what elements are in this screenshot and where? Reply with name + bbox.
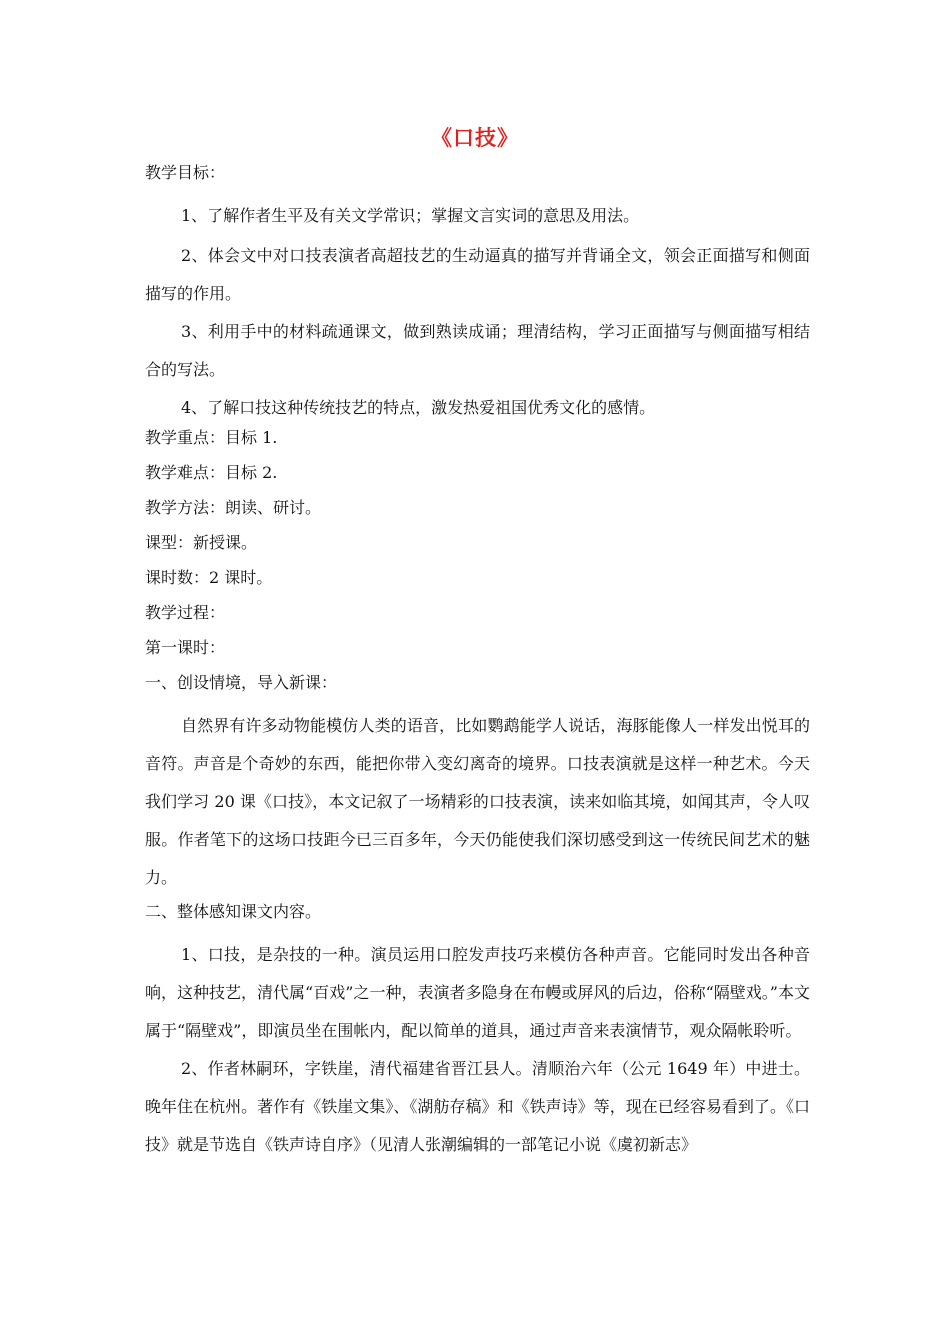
document-body xyxy=(145,162,810,1164)
objective-item: 4、了解口技这种传统技艺的特点，激发热爱祖国优秀文化的感情。 xyxy=(181,398,656,417)
document-title: 《口技》 xyxy=(431,125,519,150)
difficulty: 教学难点：目标 2. xyxy=(145,463,278,482)
objective-item: 3、利用手中的材料疏通课文，做到熟读成诵；理清结构，学习正面描写与侧面描写相结合的写法。 xyxy=(145,322,810,379)
section1-heading: 一、创设情境，导入新课： xyxy=(145,673,338,692)
section2-item: 1、口技，是杂技的一种。演员运用口腔发声技巧来模仿各种声音。它能同时发出各种音响，这种技艺，清代属“百戏”之一种，表演者多隐身在布幔或屏风的后边，俗称“隔壁戏。”本文属于“隔壁戏”，即演员坐在围帐内，配以简单的道具，通过声音来表演情节，观众隔帐聆听。 xyxy=(145,945,810,1040)
section2-heading: 二、整体感知课文内容。 xyxy=(145,902,322,921)
process-heading: 教学过程： xyxy=(145,603,226,622)
section1-paragraph: 自然界有许多动物能模仿人类的语音，比如鹦鹉能学人说话，海豚能像人一样发出悦耳的音符。声音是个奇妙的东西，能把你带入变幻离奇的境界。口技表演就是这样一种艺术。今天我们学习 20 课《口技》，本文记叙了一场精彩的口技表演，读来如临其境，如闻其声，令人叹服。作者笔下的这场口技距今已三百多年，今天仍能使我们深切感受到这一传统民间艺术的魅力。 xyxy=(145,716,810,887)
objective-item: 2、体会文中对口技表演者高超技艺的生动逼真的描写并背诵全文，领会正面描写和侧面描写的作用。 xyxy=(145,246,810,303)
section2-item: 2、作者林嗣环，字铁崖，清代福建省晋江县人。清顺治六年（公元 1649 年）中进士。晚年住在杭州。著作有《铁崖文集》、《湖舫存稿》和《铁声诗》等，现在已经容易看到了。《口技》就是节选自《铁声诗自序》（见清人张潮编辑的一部笔记小说《虞初新志》 xyxy=(145,1059,810,1154)
first-period-heading: 第一课时： xyxy=(145,638,226,657)
key-point: 教学重点：目标 1. xyxy=(145,428,278,447)
objectives-heading: 教学目标： xyxy=(145,163,226,182)
period-count: 课时数：2 课时。 xyxy=(145,568,273,587)
lesson-type: 课型：新授课。 xyxy=(145,533,258,552)
objective-item: 1、了解作者生平及有关文学常识；掌握文言实词的意思及用法。 xyxy=(181,206,640,225)
teaching-method: 教学方法：朗读、研讨。 xyxy=(145,498,322,517)
